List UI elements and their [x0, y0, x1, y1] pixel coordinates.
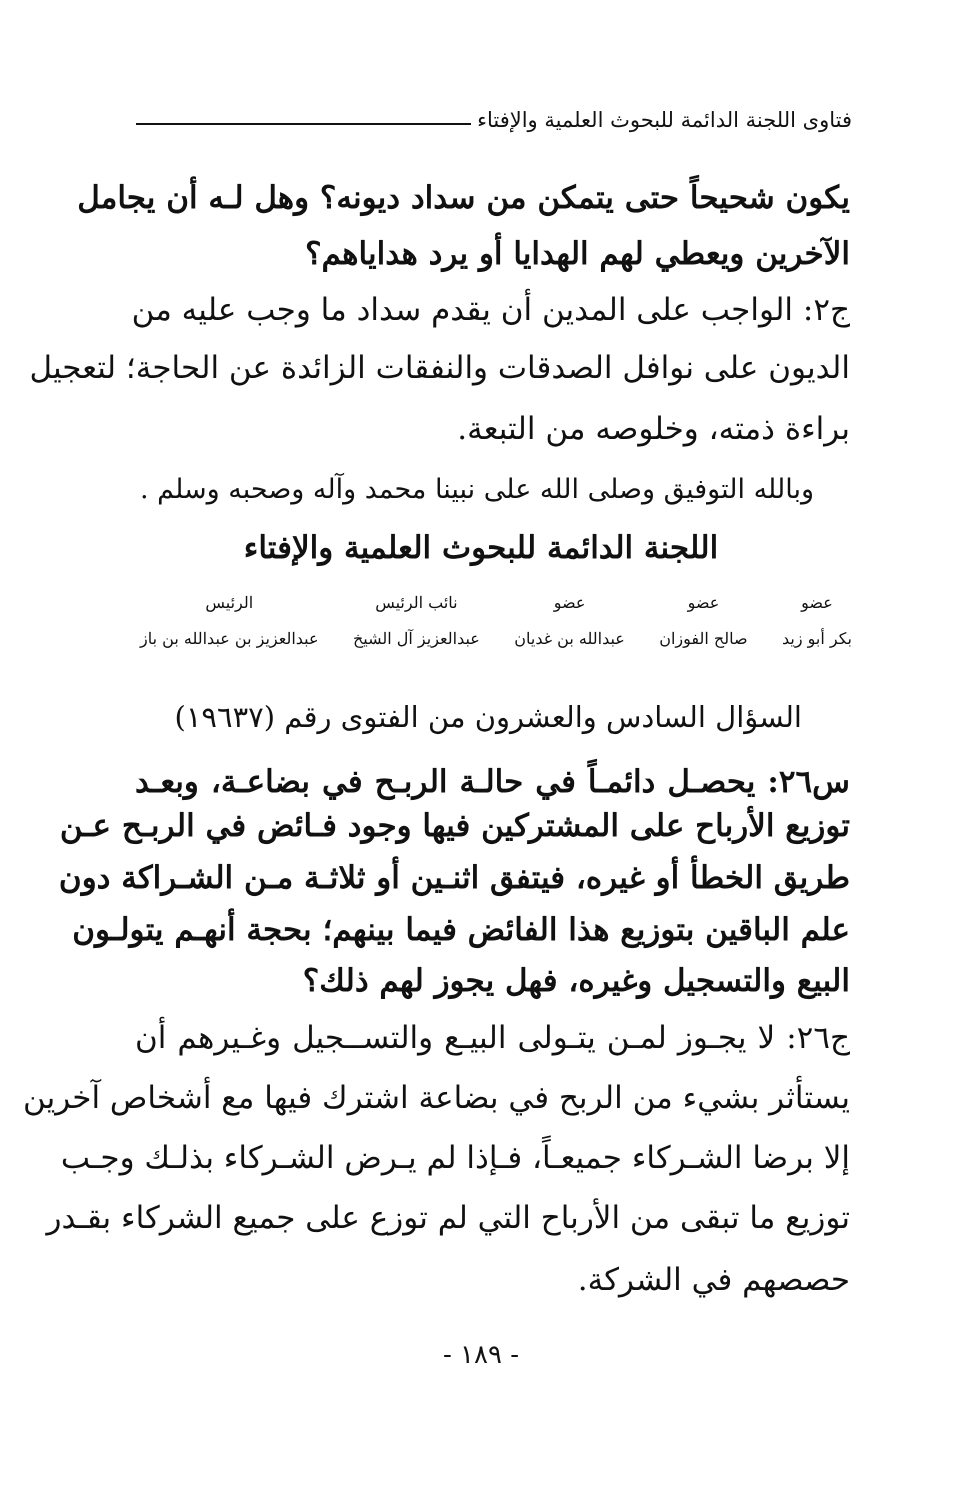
signatory-name: عبدالعزيز بن عبدالله بن باز — [140, 629, 319, 648]
question-line: س٢٦: يحصـل دائمـاً في حالـة الربـح في بضاعـة، وبعـد — [135, 764, 850, 800]
answer-line: الديون على نوافل الصدقات والنفقات الزائدة عن الحاجة؛ لتعجيل — [29, 350, 850, 386]
answer-line: يستأثر بشيء من الربح في بضاعة اشترك فيها مع أشخاص آخرين — [22, 1080, 850, 1116]
answer-line: براءة ذمته، وخلوصه من التبعة. — [457, 411, 850, 447]
question-line: توزيع الأرباح على المشتركين فيها وجود فـائض في الربـح عـن — [59, 808, 850, 844]
answer-line: إلا برضا الشـركاء جميعـاً، فـإذا لم يـرض الشـركاء بذلـك وجـب — [60, 1140, 850, 1176]
prev-question-line: الآخرين ويعطي لهم الهدايا أو يرد هداياهم؟ — [305, 236, 850, 272]
running-header — [136, 108, 852, 132]
signatories — [140, 593, 852, 648]
signatory — [140, 593, 319, 648]
header-rule — [136, 123, 471, 125]
question-heading: السؤال السادس والعشرون من الفتوى رقم (١٩٦٣٧) — [174, 700, 802, 734]
signatory — [659, 593, 747, 648]
committee-title: اللجنة الدائمة للبحوث العلمية والإفتاء — [243, 530, 719, 566]
signatory-name: عبدالعزيز آل الشيخ — [352, 629, 480, 648]
signatory-role: عضو — [801, 593, 833, 612]
signatory-role: عضو — [553, 593, 586, 612]
signatory-name: صالح الفوزان — [659, 629, 748, 648]
answer-line: ج٢: الواجب على المدين أن يقدم سداد ما وجب عليه من — [131, 292, 850, 328]
signatory — [353, 593, 480, 648]
closing-prayer: وبالله التوفيق وصلى الله على نبينا محمد وآله وصحبه وسلم . — [139, 474, 814, 505]
header-title: فتاوى اللجنة الدائمة للبحوث العلمية والإفتاء — [477, 108, 852, 132]
answer-line: ج٢٦: لا يجـوز لمـن يتـولى البيـع والتســجيل وغـيرهم أن — [135, 1020, 850, 1056]
answer-line: توزيع ما تبقى من الأرباح التي لم توزع على جميع الشركاء بقـدر — [46, 1200, 850, 1236]
signatory-role: نائب الرئيس — [375, 593, 458, 612]
question-line: علم الباقين بتوزيع هذا الفائض فيما بينهم؛ بحجة أنهـم يتولـون — [72, 912, 850, 948]
signatory-role: الرئيس — [205, 593, 254, 612]
question-line: طريق الخطأ أو غيره، فيتفق اثنـين أو ثلاثـة مـن الشـراكة دون — [58, 860, 850, 896]
question-line: البيع والتسجيل وغيره، فهل يجوز لهم ذلك؟ — [302, 963, 850, 999]
signatory-role: عضو — [687, 593, 720, 612]
signatory-name: عبدالله بن غديان — [514, 629, 625, 648]
page-number: - ١٨٩ - — [442, 1340, 520, 1370]
signatory — [782, 593, 852, 648]
signatory — [514, 593, 625, 648]
prev-question-line: يكون شحيحاً حتى يتمكن من سداد ديونه؟ وهل لـه أن يجامل — [77, 180, 850, 216]
answer-line: حصصهم في الشركة. — [577, 1262, 850, 1298]
signatory-name: بكر أبو زيد — [781, 629, 852, 648]
